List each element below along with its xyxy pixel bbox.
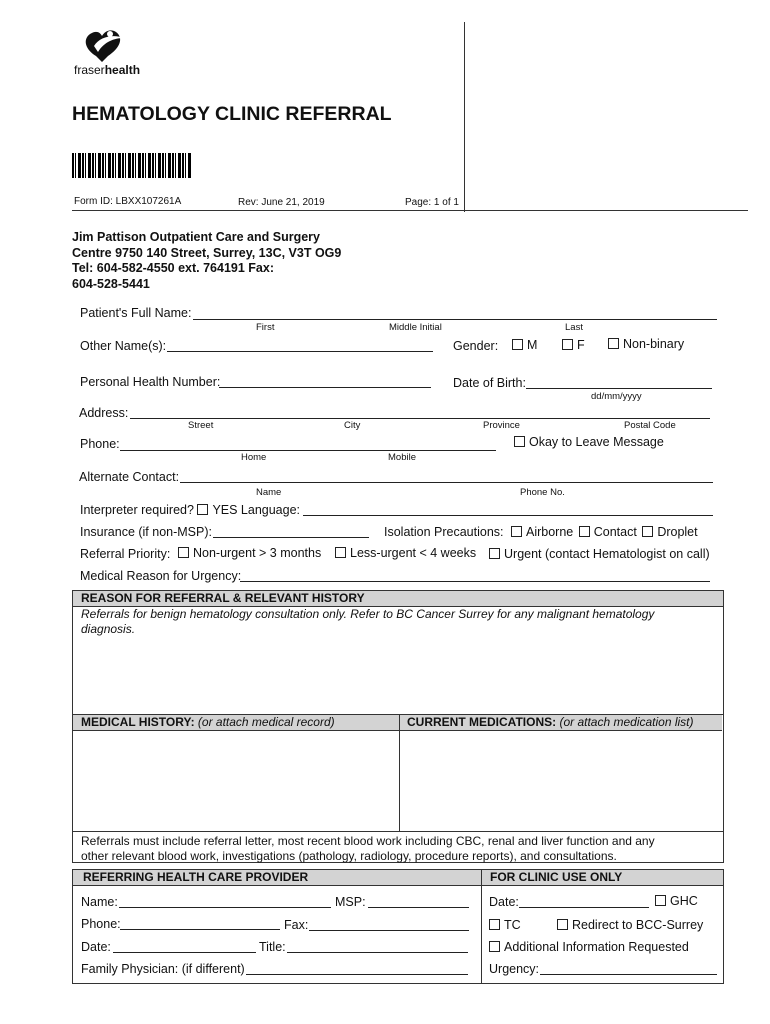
- okay-message-label: Okay to Leave Message: [529, 435, 664, 449]
- page-title: HEMATOLOGY CLINIC REFERRAL: [72, 103, 392, 125]
- address-line-3: Tel: 604-582-4550 ext. 764191 Fax:: [72, 261, 274, 275]
- alt-name-caption: Name: [256, 487, 282, 498]
- gender-nonbinary-label: Non-binary: [623, 337, 685, 351]
- gender-label: Gender:: [453, 339, 499, 353]
- mobile-caption: Mobile: [388, 452, 416, 463]
- provider-phone-label: Phone:: [81, 917, 121, 931]
- isolation-options: [511, 525, 698, 539]
- clinic-date-field[interactable]: [519, 907, 649, 908]
- reason-history-box: [72, 590, 724, 863]
- postal-caption: Postal Code: [624, 420, 676, 431]
- provider-date-label: Date:: [81, 940, 111, 954]
- header-divider: [464, 22, 465, 212]
- insurance-field[interactable]: [213, 537, 369, 538]
- checkbox-icon[interactable]: [512, 339, 523, 350]
- ghc-option[interactable]: [655, 894, 698, 908]
- okay-message-option[interactable]: [514, 435, 664, 449]
- additional-info-option[interactable]: [489, 940, 689, 954]
- urgency-reason-field[interactable]: [240, 581, 710, 582]
- redirect-label: Redirect to BCC-Surrey: [572, 918, 704, 932]
- full-name-field[interactable]: [193, 319, 717, 320]
- last-caption: Last: [565, 322, 583, 333]
- provider-title-field[interactable]: [287, 952, 468, 953]
- ghc-label: GHC: [670, 894, 698, 908]
- address-field[interactable]: [130, 418, 710, 419]
- language-field[interactable]: [303, 515, 713, 516]
- reason-note-line-1: Referrals for benign hematology consultation only. Refer to BC Cancer Surrey for any malignant hematology: [81, 607, 655, 621]
- checkbox-icon[interactable]: [178, 547, 189, 558]
- address-line-4: 604-528-5441: [72, 276, 150, 291]
- tc-label: TC: [504, 918, 521, 932]
- history-bottom-rule: [73, 831, 723, 832]
- dob-field[interactable]: [526, 388, 712, 389]
- checkbox-icon[interactable]: [489, 941, 500, 952]
- redirect-option[interactable]: [557, 918, 703, 932]
- meds-header-note: (or attach medication list): [559, 715, 694, 729]
- revision-date: Rev: June 21, 2019: [238, 197, 325, 208]
- provider-header: REFERRING HEALTH CARE PROVIDER: [73, 870, 481, 886]
- reason-input-area[interactable]: [73, 609, 723, 714]
- other-names-label: Other Name(s):: [80, 339, 167, 353]
- urgency-reason-label: Medical Reason for Urgency:: [80, 569, 242, 583]
- barcode: [72, 153, 192, 178]
- tc-option[interactable]: [489, 918, 521, 932]
- brand-wordmark: [74, 63, 140, 77]
- provider-fax-field[interactable]: [309, 930, 469, 931]
- provider-name-field[interactable]: [119, 907, 331, 908]
- provider-fax-label: Fax:: [284, 918, 309, 932]
- street-caption: Street: [188, 420, 214, 431]
- phone-label: Phone:: [80, 437, 120, 451]
- checkbox-icon[interactable]: [655, 895, 666, 906]
- checkbox-icon[interactable]: [489, 548, 500, 559]
- middle-caption: Middle Initial: [389, 322, 442, 333]
- gender-m-option[interactable]: [512, 338, 537, 352]
- med-header-note: (or attach medical record): [197, 715, 335, 729]
- checkbox-icon[interactable]: [511, 526, 522, 537]
- address-line-1: Jim Pattison Outpatient Care and Surgery: [72, 230, 320, 244]
- lessurgent-label: Less-urgent < 4 weeks: [350, 546, 477, 560]
- first-caption: First: [256, 322, 275, 333]
- reason-note-line-2: diagnosis.: [81, 622, 136, 636]
- phone-field[interactable]: [120, 450, 496, 451]
- checkbox-icon[interactable]: [557, 919, 568, 930]
- page-number: Page: 1 of 1: [405, 197, 459, 208]
- checkbox-icon[interactable]: [514, 436, 525, 447]
- provider-name-label: Name:: [81, 895, 118, 909]
- provider-date-field[interactable]: [113, 952, 256, 953]
- priority-urgent-option[interactable]: [489, 547, 710, 561]
- provider-title-label: Title:: [259, 940, 286, 954]
- clinic-urgency-label: Urgency:: [489, 962, 540, 976]
- gender-f-option[interactable]: [562, 338, 585, 352]
- family-physician-field[interactable]: [246, 974, 468, 975]
- checkbox-icon[interactable]: [335, 547, 346, 558]
- clinic-date-label: Date:: [489, 895, 519, 909]
- home-caption: Home: [241, 452, 267, 463]
- gender-f-label: F: [577, 338, 585, 352]
- clinic-address: [72, 230, 341, 292]
- phn-field[interactable]: [219, 387, 431, 388]
- alt-phone-caption: Phone No.: [520, 487, 565, 498]
- yes-language-label: YES Language:: [212, 503, 301, 517]
- contact-label: Contact: [593, 525, 637, 539]
- dob-label: Date of Birth:: [453, 376, 526, 390]
- interpreter-label: Interpreter required?: [80, 503, 194, 517]
- provider-msp-field[interactable]: [368, 907, 469, 908]
- full-name-label: Patient's Full Name:: [80, 306, 192, 320]
- checkbox-icon[interactable]: [197, 504, 208, 515]
- meds-header-label: CURRENT MEDICATIONS:: [407, 715, 557, 729]
- med-header-label: MEDICAL HISTORY:: [81, 715, 195, 729]
- gender-m-label: M: [527, 338, 538, 352]
- current-medications-input[interactable]: [400, 731, 723, 831]
- other-names-field[interactable]: [167, 351, 433, 352]
- urgent-label: Urgent (contact Hematologist on call): [504, 547, 710, 561]
- fraserhealth-logo-icon: [80, 26, 128, 66]
- footer-line-2: other relevant blood work, investigations (pathology, radiology, procedure reports), and consultations.: [81, 849, 617, 863]
- priority-lessurgent-option[interactable]: [335, 546, 476, 560]
- clinic-urgency-field[interactable]: [540, 974, 717, 975]
- provider-divider: [481, 870, 482, 983]
- provider-box: [72, 869, 724, 984]
- provider-phone-field[interactable]: [120, 929, 280, 930]
- gender-nonbinary-option[interactable]: [608, 337, 684, 351]
- isolation-label: Isolation Precautions:: [384, 525, 504, 539]
- checkbox-icon[interactable]: [489, 919, 500, 930]
- reason-header: REASON FOR REFERRAL & RELEVANT HISTORY: [73, 591, 723, 607]
- family-physician-label: Family Physician: (if different): [81, 962, 245, 976]
- checkbox-icon[interactable]: [608, 338, 619, 349]
- medical-history-input[interactable]: [73, 731, 399, 831]
- checkbox-icon[interactable]: [579, 526, 590, 537]
- address-line-2: Centre 9750 140 Street, Surrey, 13C, V3T OG9: [72, 245, 342, 260]
- alt-contact-field[interactable]: [180, 482, 713, 483]
- header-rule: [72, 210, 748, 211]
- insurance-label: Insurance (if non-MSP):: [80, 525, 212, 539]
- nonurgent-label: Non-urgent > 3 months: [193, 546, 322, 560]
- history-footer-note: [81, 834, 655, 864]
- footer-line-1: Referrals must include referral letter, most recent blood work including CBC, renal and liver function and any: [81, 834, 655, 848]
- droplet-label: Droplet: [657, 525, 698, 539]
- interpreter-row: [80, 503, 300, 517]
- provider-msp-label: MSP:: [335, 895, 366, 909]
- province-caption: Province: [483, 420, 520, 431]
- priority-nonurgent-option[interactable]: [178, 546, 321, 560]
- priority-label: Referral Priority:: [80, 547, 171, 561]
- address-label: Address:: [79, 406, 129, 420]
- airborne-label: Airborne: [526, 525, 574, 539]
- alt-contact-label: Alternate Contact:: [79, 470, 180, 484]
- medical-history-header: [73, 715, 400, 731]
- form-id: Form ID: LBXX107261A: [74, 196, 182, 207]
- dob-format-caption: dd/mm/yyyy: [591, 391, 642, 402]
- checkbox-icon[interactable]: [562, 339, 573, 350]
- phn-label: Personal Health Number:: [80, 375, 221, 389]
- checkbox-icon[interactable]: [642, 526, 653, 537]
- additional-info-label: Additional Information Requested: [504, 940, 689, 954]
- brand-bold: health: [104, 63, 141, 77]
- city-caption: City: [344, 420, 361, 431]
- brand-light: fraser: [74, 63, 105, 77]
- clinic-header: FOR CLINIC USE ONLY: [482, 870, 723, 886]
- current-medications-header: [400, 715, 722, 731]
